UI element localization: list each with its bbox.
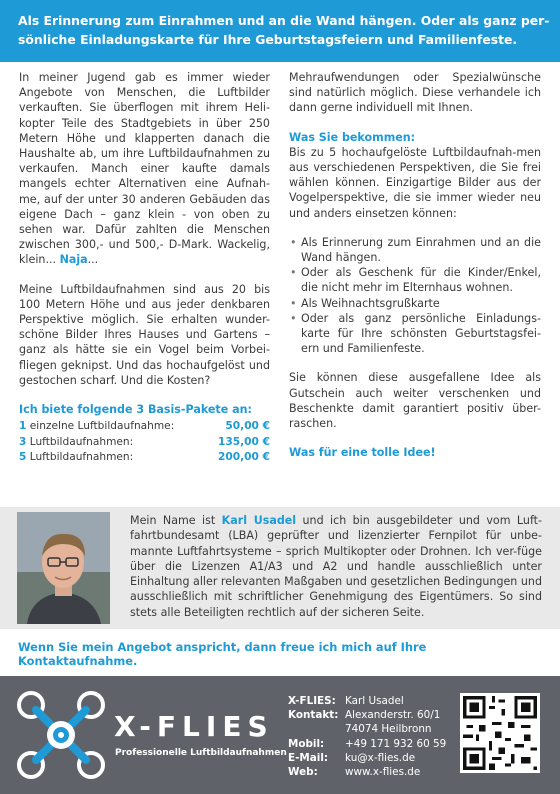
list-item: • Oder als Geschenk für die Kinder/Enkel, die nicht mehr im Elternhaus wohnen. [301, 265, 541, 295]
package-price: 200,00 € [218, 451, 270, 464]
packages-heading: Ich biete folgende 3 Basis-Pakete an: [19, 403, 252, 417]
brand-tagline: Professionelle Luftbildaufnahmen [115, 748, 287, 758]
contact-row: 74074 Heilbronn [345, 723, 432, 736]
extras-paragraph: Mehraufwendungen oder Spezialwünsche sind natürlich möglich. Diese verhandele ich dann gerne individuell mit Ihnen. [289, 71, 541, 115]
intro-paragraph: In meiner Jugend gab es immer wieder Angebote von Menschen, die Luftbilder verkauften. Sie überflogen mit ihrem Heli-kopter Teile des Stadtgebiets in über 250 Metern Höhe und klapperten danach die Haushalte ab, um ihre Luftbildaufnahmen zu verkaufen. Manch einer kaufte damals mangels echter Alternativen eine Aufnah-me, auf der unter 30 anderen Gebäuden das eigene Dach – ganz klein - von oben zu sehen war. Dafür zahlten die Menschen zwischen 300,- und 500,- D-Mark. Wackelig, klein... Naja... [19, 71, 270, 267]
package-row: 3 Luftbildaufnahmen: 135,00 € [19, 435, 270, 450]
package-price: 50,00 € [225, 420, 270, 433]
drone-logo-icon [14, 688, 108, 782]
bio-section [0, 507, 560, 629]
portrait-photo [17, 512, 110, 624]
offer-paragraph: Meine Luftbildaufnahmen sind aus 20 bis 100 Metern Höhe und aus jeder denkbaren Perspektive möglich. Sie erhalten wunder-schöne Bilder Ihres Hauses und Gartens – ganz als hätte sie ein Vogel beim Vorbei-fliegen geknipst. Und das hochaufgelöst und gestochen scharf. Und die Kosten? [19, 282, 270, 387]
bio-text: Mein Name ist Karl Usadel und ich bin ausgebildeter und vom Luft-fahrtbundesamt (LBA) geprüfter und lizenzierter Fernpilot für unbe-mannte Luftfahrtsysteme – sprich Multikopter oder Drohnen. Ich ver-füge über die Lizenzen A1/A3 und A2 und handle ausschließlich unter Einhaltung aller relevanten Maßgaben und gesetzlichen Bedingungen und ausschließlich mit schriftlicher Genehmigung des Eigentümers. So sind stets alle Beteiligten rechtlich auf der sicheren Seite. [130, 514, 543, 619]
author-name: Karl Usadel [221, 514, 297, 527]
naja-emphasis: Naja [59, 253, 88, 267]
package-row: 1 einzelne Luftbildaufnahme: 50,00 € [19, 419, 270, 434]
closing-line: Was für eine tolle Idee! [289, 446, 436, 460]
contact-row: Mobil: +49 171 932 60 59 [288, 737, 447, 750]
brand-name: X-FLIES [114, 710, 274, 743]
contact-block [288, 694, 446, 779]
contact-row: Kontakt: Alexanderstr. 60/1 [288, 709, 441, 722]
list-item: • Oder als ganz persönliche Einladungs-karte für Ihre schönsten Geburtstagsfei-ern und Familienfeste. [301, 311, 541, 357]
list-item: • Als Erinnerung zum Einrahmen und an die Wand hängen. [301, 235, 541, 265]
header-banner [0, 0, 560, 62]
email-row: E-Mail: ku@x-flies.de [288, 751, 416, 764]
qr-code-icon [460, 693, 540, 773]
benefits-paragraph: Bis zu 5 hochaufgelöste Luftbildaufnah-men aus verschiedenen Perspektiven, die Sie frei wählen können. Einzigartige Bilder aus der Vogelperspektive, die sie immer wieder neu und anders einsetzen können: [289, 145, 541, 220]
right-column [289, 70, 541, 460]
voucher-paragraph: Sie können diese ausgefallene Idee als Gutschein auch weiter verschenken und Beschenkte damit garantiert positiv über-raschen. [289, 371, 541, 431]
list-item: • Als Weihnachtsgrußkarte [301, 296, 541, 311]
benefits-list [289, 235, 541, 357]
benefits-heading: Was Sie bekommen: [289, 130, 416, 144]
web-row: Web: www.x-flies.de [288, 766, 421, 779]
banner-line-1: Als Erinnerung zum Einrahmen und an die Wand hängen. Oder als ganz per- [18, 13, 550, 28]
left-column [19, 70, 270, 465]
package-row: 5 Luftbildaufnahmen: 200,00 € [19, 450, 270, 465]
banner-line-2: sönliche Einladungskarte für Ihre Geburtstagsfeiern und Familienfeste. [18, 32, 518, 47]
package-price: 135,00 € [218, 435, 270, 448]
call-to-action: Wenn Sie mein Angebot anspricht, dann freue ich mich auf Ihre Kontaktaufnahme. [18, 640, 427, 668]
packages-list [19, 419, 270, 465]
contact-row: X-FLIES: Karl Usadel [288, 695, 404, 707]
footer [0, 676, 560, 794]
